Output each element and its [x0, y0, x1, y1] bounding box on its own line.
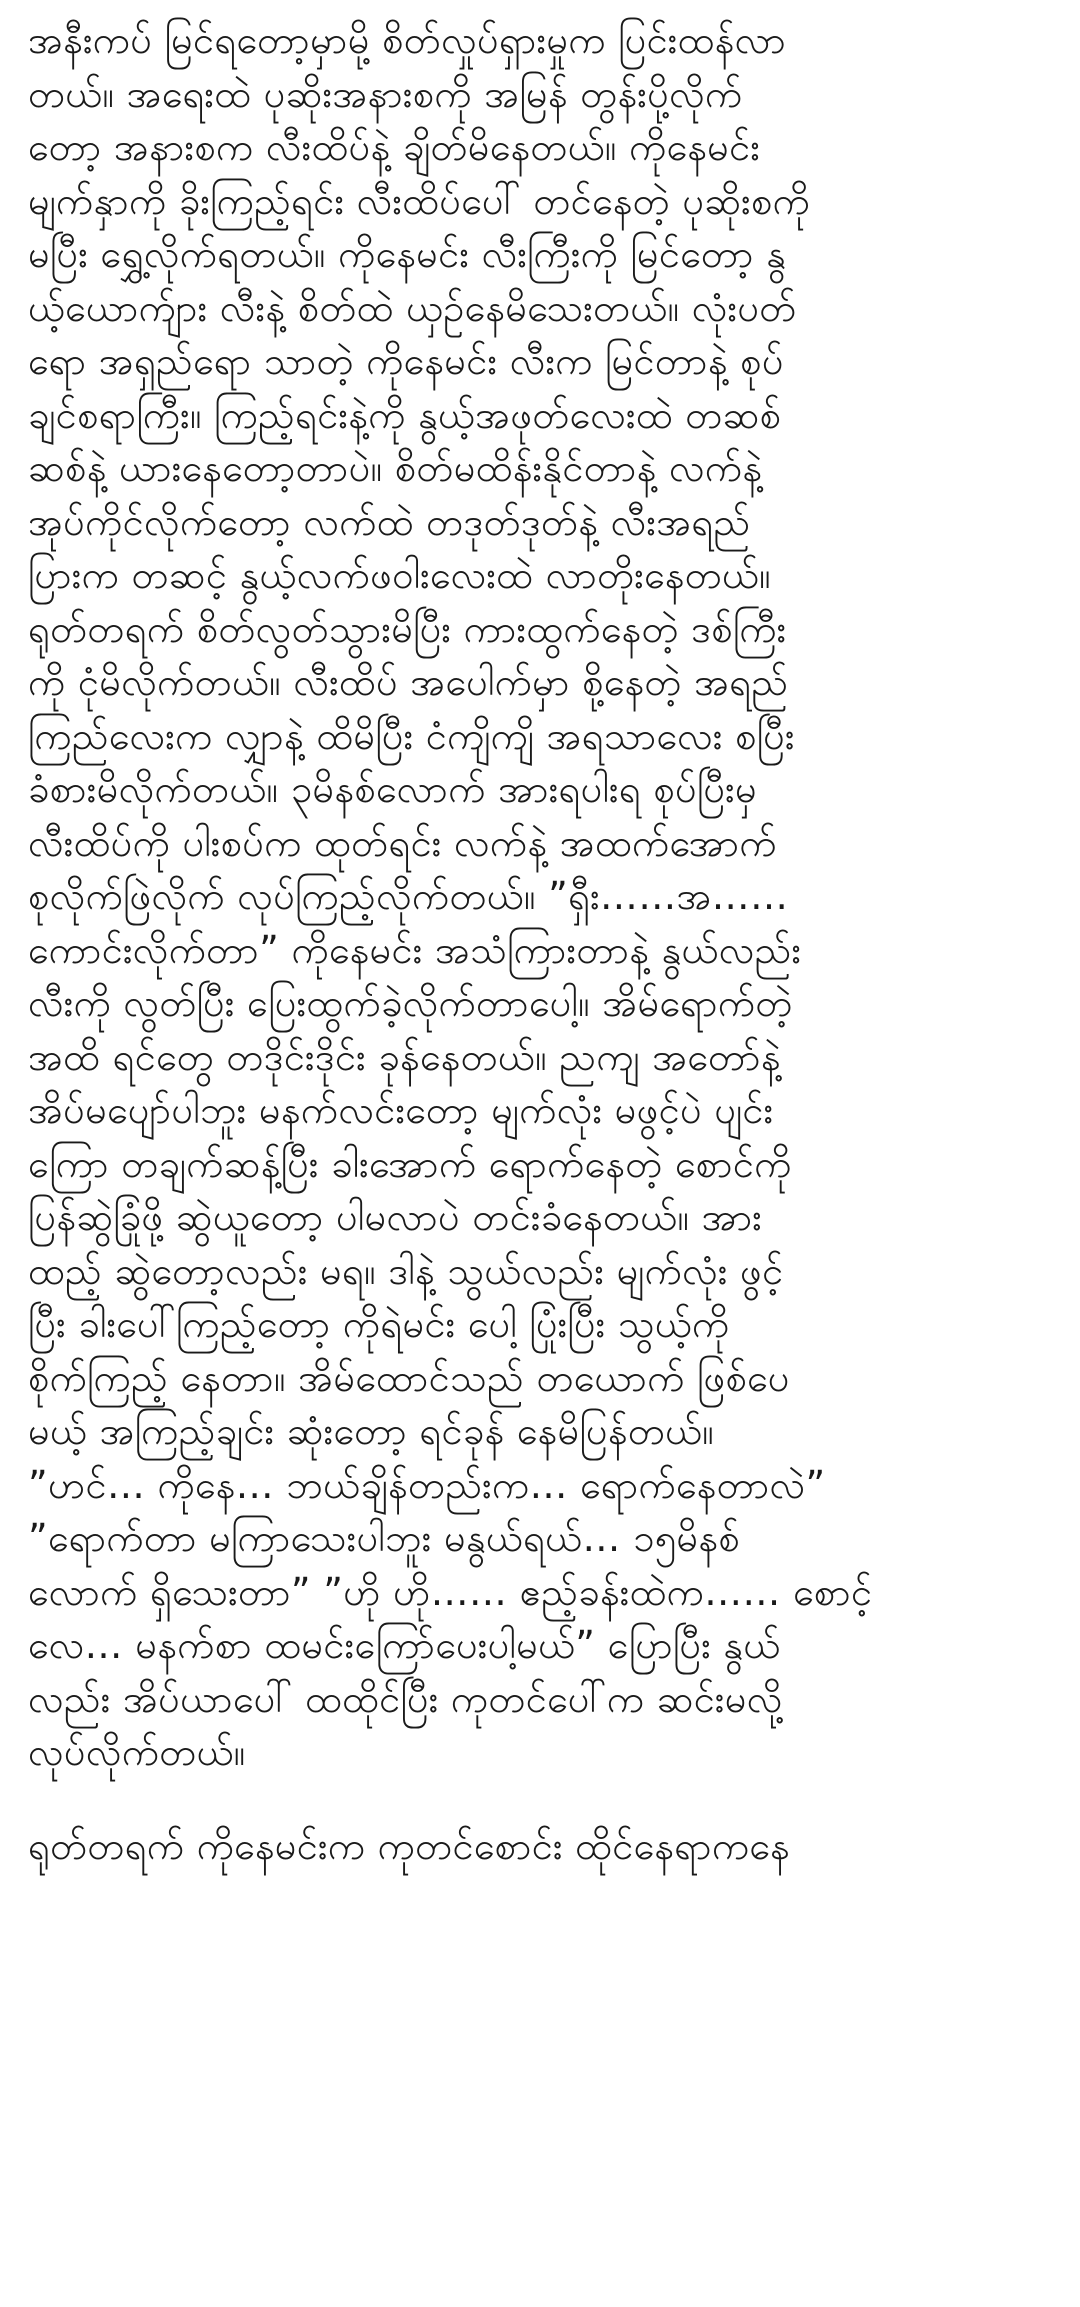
- text-line: လောက် ရှိသေးတာ” ”ဟို ဟို…… ဧည့်ခန်းထဲက…… စောင့်: [28, 1569, 873, 1614]
- text-line: ယ့်ယောက်ျား လီးနဲ့ စိတ်ထဲ ယှဉ်နေမိသေးတယ်။ လုံးပတ်: [28, 285, 797, 330]
- text-line: ကြော တချက်ဆန့်ပြီး ခါးအောက် ရောက်နေတဲ့ စောင်ကို: [28, 1141, 792, 1186]
- text-line: ရုတ်တရက် ကိုနေမင်းက ကုတင်စောင်း ထိုင်နေရာကနေ: [28, 1823, 791, 1868]
- text-line: ပြီး ခါးပေါ်ကြည့်တော့ ကိုရဲမင်း ပေါ့ ပြုံးပြီး သွယ့်ကို: [28, 1302, 730, 1346]
- paragraph-gap: [28, 1780, 1054, 1820]
- text-line: ရုတ်တရက် စိတ်လွတ်သွားမိပြီး ကားထွက်နေတဲ့ ဒစ်ကြီး: [28, 606, 787, 651]
- text-line: အိပ်မပျော်ပါဘူး မနက်လင်းတော့ မျက်လုံး မဖွင့်ပဲ ပျင်း: [28, 1088, 774, 1132]
- text-line: မယ့် အကြည့်ချင်း ဆုံးတော့ ရင်ခုန် နေမိပြန်တယ်။: [28, 1409, 715, 1453]
- text-line: ကို ငုံမိလိုက်တယ်။ လီးထိပ် အပေါက်မှာ စို့နေတဲ့ အရည်: [28, 660, 789, 704]
- text-line: စုလိုက်ဖြဲလိုက် လုပ်ကြည့်လိုက်တယ်။ ”ရှီး……အ……: [28, 874, 789, 918]
- text-line: ဆစ်နဲ့ ယားနေတော့တာပဲ။ စိတ်မထိန်းနိုင်တာနဲ့ လက်နဲ့: [28, 446, 763, 490]
- text-line: ရော အရှည်ရော သာတဲ့ ကိုနေမင်း လီးက မြင်တာနဲ့ စုပ်: [28, 339, 784, 383]
- text-line: အုပ်ကိုင်လိုက်တော့ လက်ထဲ တဒုတ်ဒုတ်နဲ့ လီးအရည်: [28, 499, 751, 544]
- text-line: ပြားက တဆင့် နွယ့်လက်ဖဝါးလေးထဲ လာတိုးနေတယ်။: [28, 553, 771, 597]
- text-line: ထည့် ဆွဲတော့လည်း မရ။ ဒါနဲ့ သွယ်လည်း မျက်လုံး ဖွင့်: [28, 1248, 784, 1293]
- text-line: ”ဟင်… ကိုနေ… ဘယ်ချိန်တည်းက… ရောက်နေတာလဲ”: [28, 1462, 826, 1507]
- text-line: အထိ ရင်တွေ တဒိုင်းဒိုင်း ခုန်နေတယ်။ ညကျ အတော်နဲ့: [28, 1034, 781, 1079]
- text-line: တယ်။ အရေးထဲ ပုဆိုးအနားစကို အမြန် တွန်းပို့လိုက်: [28, 71, 743, 116]
- text-line: လေ… မနက်စာ ထမင်းကြော်ပေးပါ့မယ်” ပြောပြီး နွယ်: [28, 1623, 781, 1667]
- text-line: ချင်စရာကြီး။ ကြည့်ရင်းနဲ့ကို နွယ့်အဖုတ်လေးထဲ တဆစ်: [28, 392, 782, 437]
- paragraph: [28, 1820, 1054, 1874]
- text-line: ကောင်းလိုက်တာ” ကိုနေမင်း အသံကြားတာနဲ့ နွယ်လည်း: [28, 927, 802, 972]
- text-line: ကြည်လေးက လျှာနဲ့ ထိမိပြီး ငံကျိကျိ အရသာလေး စပြီး: [28, 713, 795, 758]
- story-text: [28, 14, 1054, 1873]
- text-line: စိုက်ကြည့် နေတာ။ အိမ်ထောင်သည် တယောက် ဖြစ်ပေ: [28, 1355, 790, 1400]
- text-line: ပြန်ဆွဲခြုံဖို့ ဆွဲယူတော့ ပါမလာပဲ တင်းခံနေတယ်။ အား: [28, 1195, 763, 1239]
- text-line: လီးကို လွတ်ပြီး ပြေးထွက်ခဲ့လိုက်တာပေါ့။ အိမ်ရောက်တဲ့: [28, 981, 793, 1025]
- paragraph: [28, 14, 1054, 1780]
- text-line: ”ရောက်တာ မကြာသေးပါဘူး မနွယ်ရယ်… ၁၅မိနစ်: [28, 1516, 741, 1560]
- text-line: ခံစားမိလိုက်တယ်။ ၃မိနစ်လောက် အားရပါးရ စုပ်ပြီးမှ: [28, 767, 757, 811]
- text-line: အနီးကပ် မြင်ရတော့မှာမို့ စိတ်လှုပ်ရှားမှုက ပြင်းထန်လာ: [28, 18, 787, 62]
- text-line: လီးထိပ်ကို ပါးစပ်က ထုတ်ရင်း လက်နဲ့ အထက်အောက်: [28, 820, 777, 865]
- text-line: မျက်နှာကို ခိုးကြည့်ရင်း လီးထိပ်ပေါ် တင်နေတဲ့ ပုဆိုးစကို: [28, 178, 811, 223]
- text-line: လည်း အိပ်ယာပေါ် ထထိုင်ပြီး ကုတင်ပေါ်က ဆင်းမလို့: [28, 1676, 783, 1721]
- text-line: တော့ အနားစက လီးထိပ်နဲ့ ချိတ်မိနေတယ်။ ကိုနေမင်း: [28, 125, 761, 169]
- text-line: လုပ်လိုက်တယ်။: [28, 1730, 246, 1774]
- text-line: မပြီး ရွှေ့လိုက်ရတယ်။ ကိုနေမင်း လီးကြီးကို မြင်တော့ နွ: [28, 232, 787, 276]
